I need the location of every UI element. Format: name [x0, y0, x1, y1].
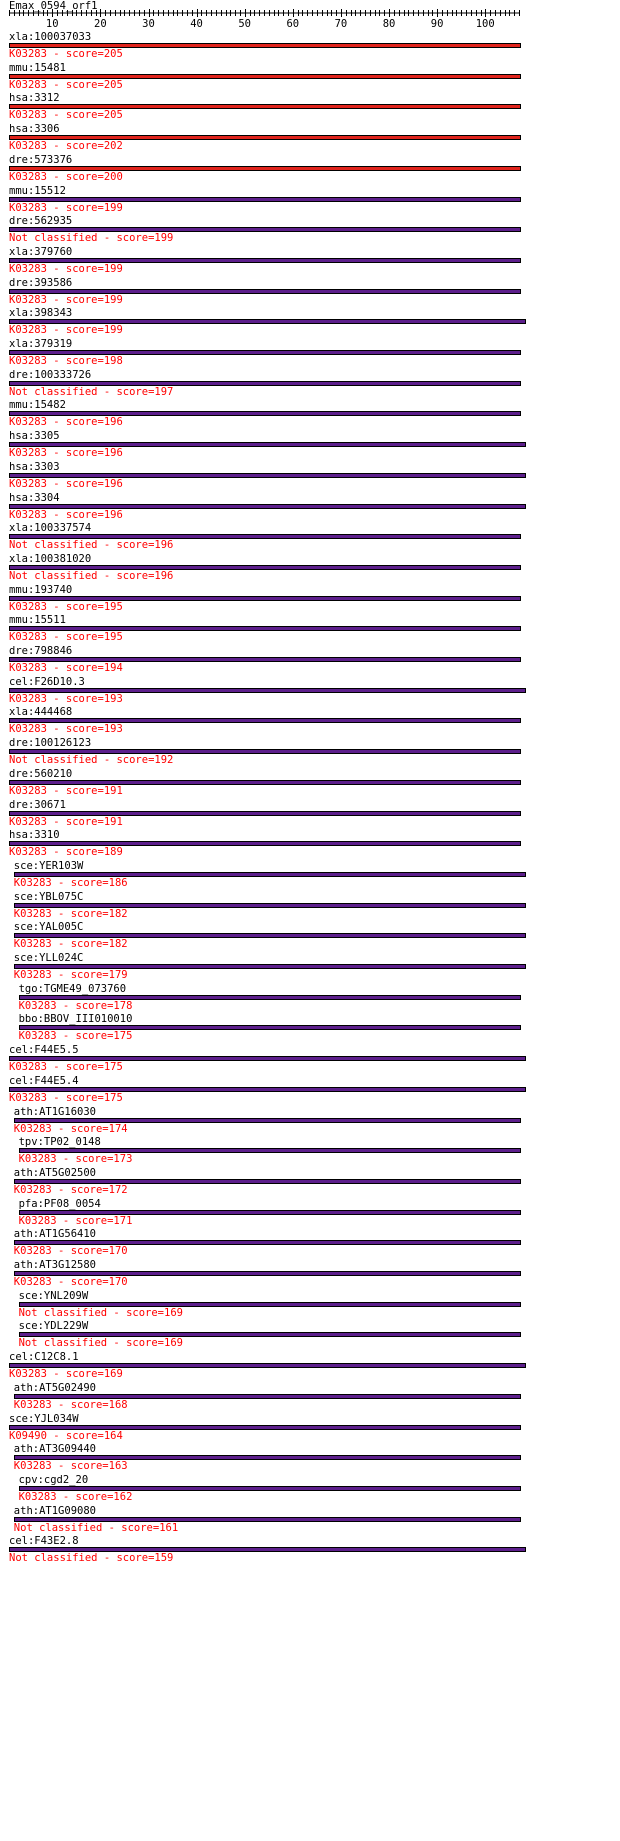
tick-label: 90: [430, 18, 444, 30]
hit-score-label: K03283 - score=168: [13, 1398, 128, 1411]
hit-name: ath:AT1G16030: [13, 1105, 96, 1118]
hit-name: hsa:3305: [9, 430, 60, 443]
hit-name: dre:100126123: [9, 737, 92, 750]
hit-score-label: K03283 - score=179: [13, 969, 128, 981]
hit-score-label: Not classified - score=159: [9, 1552, 174, 1565]
hit-name: pfa:PF08_0054: [18, 1197, 101, 1210]
hit-score-label: K03283 - score=173: [18, 1153, 133, 1166]
hit-name: dre:573376: [9, 153, 73, 166]
hit-name: cel:F44E5.5: [9, 1044, 79, 1057]
tick-label: 40: [190, 18, 203, 30]
hit-name: xla:379319: [9, 338, 73, 350]
hit-score-label: K03283 - score=191: [9, 784, 123, 797]
hit-score-label: K03283 - score=196: [9, 477, 123, 490]
hit-score-label: K03283 - score=162: [18, 1490, 133, 1503]
hit-score-label: K03283 - score=205: [9, 78, 123, 91]
hit-name: hsa:3304: [9, 491, 60, 504]
hit-score-label: K03283 - score=199: [9, 262, 123, 275]
hit-score-label: K03283 - score=196: [9, 416, 123, 429]
hit-name: hsa:3310: [9, 829, 60, 842]
hit-name: tgo:TGME49_073760: [18, 982, 127, 995]
hit-name: tpv:TP02_0148: [18, 1136, 101, 1149]
hit-score-label: K03283 - score=193: [9, 723, 123, 736]
hit-score-label: K03283 - score=194: [9, 662, 123, 674]
hit-name: xla:398343: [9, 307, 73, 320]
tick-label: 80: [382, 18, 396, 30]
hit-name: dre:798846: [9, 645, 73, 657]
hit-score-label: K03283 - score=172: [13, 1183, 128, 1196]
hit-name: cel:F43E2.8: [9, 1535, 79, 1548]
hit-name: sce:YLL024C: [13, 952, 84, 964]
hit-score-label: K03283 - score=178: [18, 999, 133, 1012]
hit-name: xla:100037033: [9, 31, 92, 43]
hit-score-label: K03283 - score=170: [13, 1276, 128, 1288]
hit-score-label: K03283 - score=200: [9, 170, 123, 183]
hit-name: cpv:cgd2_20: [18, 1473, 89, 1486]
hit-score-label: K03283 - score=205: [9, 109, 123, 122]
hit-score-label: Not classified - score=197: [9, 385, 174, 398]
hit-name: sce:YDL229W: [18, 1320, 89, 1333]
tick-label: 50: [238, 18, 251, 30]
hit-name: dre:393586: [9, 276, 73, 289]
hit-name: ath:AT3G09440: [13, 1443, 96, 1456]
hit-name: cel:F26D10.3: [9, 675, 85, 688]
hit-name: mmu:15482: [9, 399, 66, 412]
hit-name: sce:YNL209W: [18, 1289, 89, 1302]
hit-name: mmu:15481: [9, 61, 66, 74]
hit-score-label: K09490 - score=164: [9, 1429, 123, 1442]
hit-score-label: K03283 - score=171: [18, 1214, 133, 1227]
hit-score-label: K03283 - score=191: [9, 815, 123, 828]
hit-score-label: K03283 - score=196: [9, 508, 123, 521]
hit-name: sce:YAL005C: [13, 921, 84, 934]
hit-name: hsa:3303: [9, 460, 60, 473]
hit-name: ath:AT5G02490: [13, 1381, 96, 1394]
tick-label: 20: [94, 18, 107, 30]
hit-score-label: K03283 - score=182: [13, 907, 128, 920]
hit-score-label: K03283 - score=169: [9, 1368, 123, 1381]
tick-label: 30: [142, 18, 155, 30]
hit-name: xla:100381020: [9, 552, 92, 565]
hit-score-label: K03283 - score=175: [18, 1030, 133, 1043]
hit-name: xla:379760: [9, 245, 73, 258]
hit-name: hsa:3306: [9, 123, 60, 136]
hit-score-label: Not classified - score=196: [9, 569, 174, 582]
hit-score-label: Not classified - score=161: [13, 1521, 179, 1534]
hit-name: ath:AT1G56410: [13, 1228, 96, 1241]
tick-label: 10: [45, 18, 59, 30]
hit-score-label: K03283 - score=186: [13, 876, 128, 889]
hit-score-label: K03283 - score=195: [9, 631, 123, 644]
hit-name: hsa:3312: [9, 92, 60, 105]
hit-score-label: K03283 - score=198: [9, 355, 123, 367]
hit-name: xla:444468: [9, 706, 73, 719]
hit-score-label: Not classified - score=192: [9, 754, 174, 767]
hit-name: bbo:BBOV_III010010: [18, 1013, 133, 1026]
tick-label: 60: [286, 18, 300, 30]
tick-label: 100: [475, 18, 495, 30]
hit-score-label: K03283 - score=163: [13, 1460, 128, 1473]
hit-score-label: K03283 - score=175: [9, 1091, 123, 1104]
hit-score-label: K03283 - score=196: [9, 447, 123, 460]
hit-name: ath:AT1G09080: [13, 1504, 96, 1517]
hit-name: sce:YER103W: [13, 859, 84, 872]
hit-score-label: K03283 - score=199: [9, 324, 123, 337]
hit-name: mmu:193740: [9, 583, 73, 596]
hit-name: mmu:15512: [9, 184, 66, 197]
tick-label: 70: [334, 18, 348, 30]
hit-name: dre:562935: [9, 215, 73, 228]
hit-score-label: K03283 - score=175: [9, 1061, 123, 1074]
hit-score-label: K03283 - score=193: [9, 692, 123, 705]
hit-name: cel:C12C8.1: [9, 1351, 79, 1364]
hit-name: cel:F44E5.4: [9, 1074, 79, 1087]
hit-score-label: K03283 - score=170: [13, 1245, 128, 1258]
hit-score-label: Not classified - score=199: [9, 232, 174, 245]
hit-score-label: K03283 - score=174: [13, 1122, 128, 1135]
hit-name: dre:560210: [9, 767, 73, 780]
query-title: Emax_0594_orf1: [9, 0, 98, 12]
hit-name: dre:100333726: [9, 368, 92, 381]
hit-name: sce:YBL075C: [13, 890, 84, 903]
hit-name: ath:AT5G02500: [13, 1166, 96, 1179]
hit-score-label: K03283 - score=202: [9, 140, 123, 153]
hit-name: dre:30671: [9, 798, 66, 811]
hit-name: mmu:15511: [9, 614, 66, 627]
hit-score-label: K03283 - score=189: [9, 846, 123, 859]
position-ruler: [0, 0, 620, 30]
hit-score-label: K03283 - score=199: [9, 201, 123, 214]
hit-score-label: K03283 - score=199: [9, 293, 123, 306]
hit-score-label: K03283 - score=205: [9, 48, 123, 60]
hit-name: sce:YJL034W: [9, 1412, 79, 1425]
hit-score-label: Not classified - score=169: [18, 1306, 183, 1319]
hit-score-label: K03283 - score=182: [13, 938, 128, 951]
hit-score-label: Not classified - score=196: [9, 539, 174, 552]
hit-name: xla:100337574: [9, 522, 92, 535]
hit-name: ath:AT3G12580: [13, 1259, 96, 1271]
hit-score-label: K03283 - score=195: [9, 600, 123, 613]
hit-score-label: Not classified - score=169: [18, 1337, 183, 1350]
